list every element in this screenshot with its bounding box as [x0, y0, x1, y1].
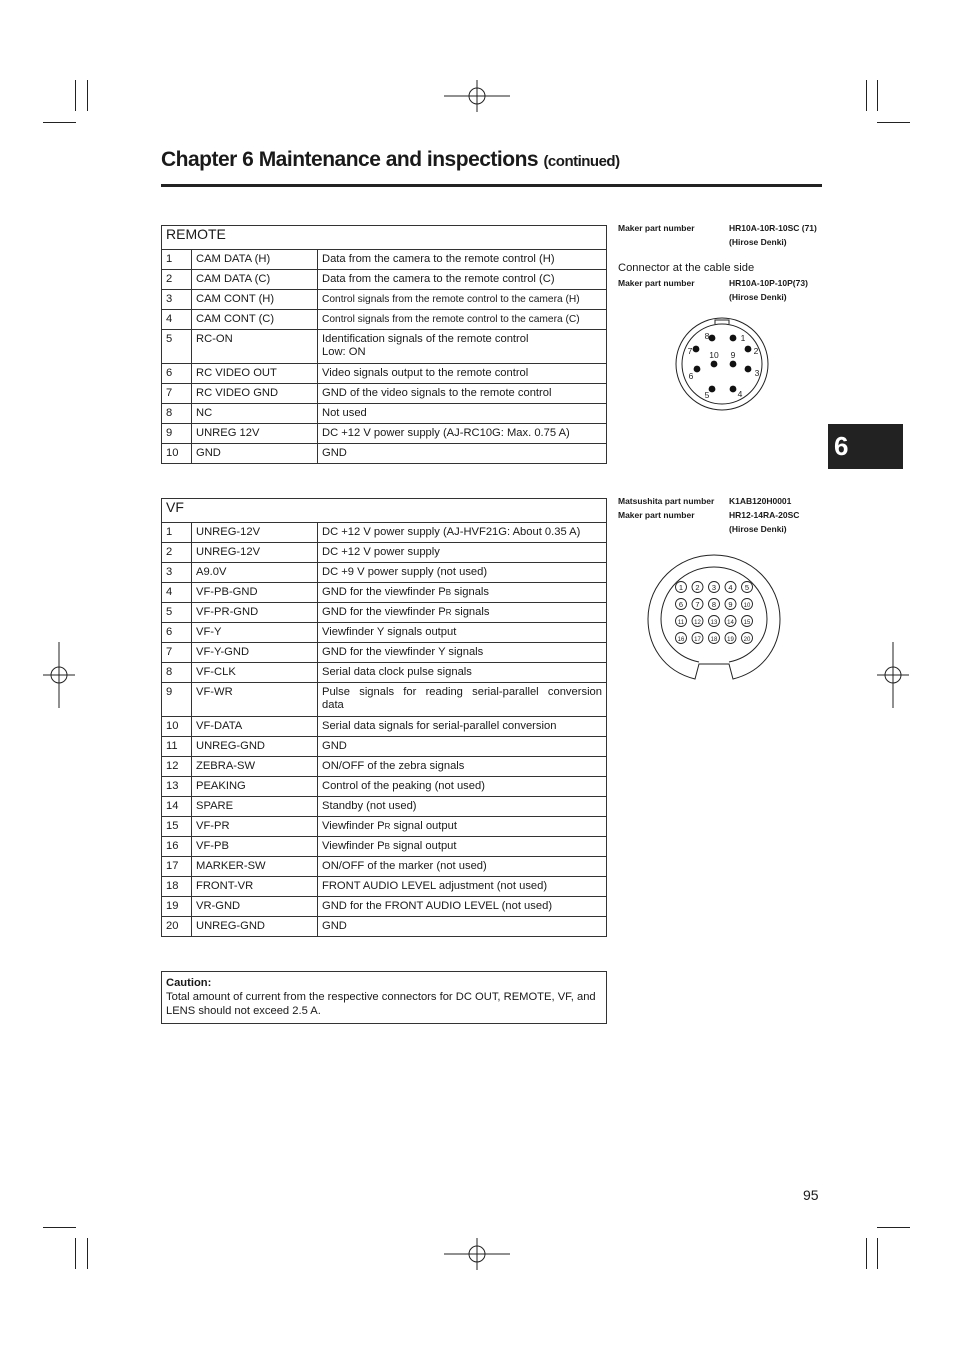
connector-pin: [709, 335, 716, 342]
page-title-continued: (continued): [543, 153, 620, 170]
registration-mark-top: [444, 80, 510, 112]
signal-name: UNREG-GND: [192, 737, 318, 757]
signal-name: CAM CONT (H): [192, 290, 318, 310]
vf-table-title: VF: [162, 499, 607, 523]
signal-name: VR-GND: [192, 897, 318, 917]
signal-name: RC VIDEO OUT: [192, 364, 318, 384]
signal-description: [318, 404, 607, 424]
remote-cable-maker-value2: (Hirose Denki): [729, 292, 787, 302]
remote-maker-value2: (Hirose Denki): [729, 237, 787, 247]
signal-description: [318, 250, 607, 270]
signal-description: [318, 623, 607, 643]
pin-number: 10: [162, 444, 192, 464]
signal-description: [318, 330, 607, 364]
signal-description-line: GND: [322, 740, 347, 752]
connector-pin-label: 6: [678, 599, 684, 609]
signal-description: [318, 543, 607, 563]
signal-name: RC VIDEO GND: [192, 384, 318, 404]
signal-description: [318, 310, 607, 330]
pin-number: 5: [162, 330, 192, 364]
signal-description-line: Serial data clock pulse signals: [322, 666, 472, 678]
pin-number: 1: [162, 250, 192, 270]
page-title-text: Chapter 6 Maintenance and inspections: [161, 148, 539, 171]
signal-description-line: DC +12 V power supply (AJ-HVF21G: About 0.35 A): [322, 526, 581, 538]
pin-number: 16: [162, 837, 192, 857]
signal-name: VF-CLK: [192, 663, 318, 683]
connector-pin-label: 10: [743, 602, 751, 609]
pin-number: 1: [162, 523, 192, 543]
connector-pin-label: 12: [694, 619, 701, 626]
remote-connector-diagram: [672, 317, 772, 417]
signal-name: UNREG-GND: [192, 917, 318, 937]
signal-name: FRONT-VR: [192, 877, 318, 897]
table-row: [162, 603, 607, 623]
table-row: [162, 444, 607, 464]
signal-name: VF-DATA: [192, 717, 318, 737]
connector-pin-label: 6: [688, 371, 694, 381]
connector-pin-label: 1: [678, 582, 684, 592]
table-row: [162, 737, 607, 757]
table-row: [162, 663, 607, 683]
pin-number: 6: [162, 623, 192, 643]
connector-pin: [730, 386, 737, 393]
table-row: [162, 857, 607, 877]
connector-pin: [694, 366, 701, 373]
signal-name: UNREG-12V: [192, 523, 318, 543]
signal-description-line: Viewfinder Y signals output: [322, 626, 457, 638]
signal-name: UNREG 12V: [192, 424, 318, 444]
table-row: [162, 563, 607, 583]
remote-cable-maker-label: Maker part number: [618, 278, 695, 288]
signal-description: [318, 424, 607, 444]
pin-number: 12: [162, 757, 192, 777]
signal-name: VF-PB-GND: [192, 583, 318, 603]
connector-pin-label: 5: [744, 582, 750, 592]
signal-description: [318, 737, 607, 757]
signal-description: [318, 797, 607, 817]
signal-description: [318, 563, 607, 583]
connector-pin-label: 5: [704, 390, 710, 400]
signal-name: GND: [192, 444, 318, 464]
remote-maker-label: Maker part number: [618, 223, 695, 233]
pin-number: 8: [162, 404, 192, 424]
signal-name: VF-WR: [192, 683, 318, 717]
pin-number: 7: [162, 384, 192, 404]
connector-pin-label: 15: [743, 619, 751, 626]
remote-table-title: REMOTE: [162, 226, 607, 250]
table-row: [162, 384, 607, 404]
page-number: 95: [803, 1187, 819, 1203]
signal-description: [318, 837, 607, 857]
connector-pin: [745, 366, 752, 373]
registration-mark-right: [877, 642, 909, 708]
table-row: [162, 364, 607, 384]
signal-description-line: GND for the viewfinder PR signals: [322, 606, 490, 618]
connector-pin: [711, 361, 718, 368]
signal-description: [318, 817, 607, 837]
pin-number: 8: [162, 663, 192, 683]
connector-pin-label: 11: [677, 619, 685, 626]
table-row: [162, 523, 607, 543]
table-row: [162, 404, 607, 424]
table-row: [162, 757, 607, 777]
pin-number: 9: [162, 683, 192, 717]
signal-description-line: ON/OFF of the zebra signals: [322, 760, 465, 772]
table-row: [162, 797, 607, 817]
remote-cable-maker-value: HR10A-10P-10P(73): [729, 278, 808, 288]
signal-description: [318, 364, 607, 384]
signal-name: SPARE: [192, 797, 318, 817]
pin-number: 3: [162, 563, 192, 583]
vf-pin-table: [161, 498, 607, 937]
pin-number: 18: [162, 877, 192, 897]
signal-name: PEAKING: [192, 777, 318, 797]
signal-name: NC: [192, 404, 318, 424]
page-title: [161, 148, 620, 172]
pin-number: 19: [162, 897, 192, 917]
pin-number: 5: [162, 603, 192, 623]
signal-description-line: ON/OFF of the marker (not used): [322, 860, 487, 872]
signal-description: [318, 897, 607, 917]
connector-pin-label: 9: [728, 599, 733, 609]
connector-pin-label: 13: [710, 619, 718, 626]
pin-number: 4: [162, 583, 192, 603]
remote-pin-table: [161, 225, 607, 464]
signal-description-line: Viewfinder PR signal output: [322, 820, 457, 832]
pin-number: 2: [162, 543, 192, 563]
signal-description: [318, 917, 607, 937]
signal-name: VF-Y-GND: [192, 643, 318, 663]
signal-description-line: GND: [322, 920, 347, 932]
signal-description-line: Identification signals of the remote control: [322, 333, 529, 345]
connector-pin-label: 19: [727, 636, 734, 643]
connector-pin-label: 8: [704, 331, 710, 341]
title-rule: [161, 184, 822, 187]
connector-pin-label: 9: [730, 350, 736, 360]
pin-number: 2: [162, 270, 192, 290]
signal-description: [318, 290, 607, 310]
table-row: [162, 543, 607, 563]
table-row: [162, 583, 607, 603]
remote-maker-value: HR10A-10R-10SC (71): [729, 223, 817, 233]
connector-pin-label: 14: [727, 619, 734, 626]
caution-text: Total amount of current from the respective connectors for DC OUT, REMOTE, VF, and LENS should not exceed 2.5 A.: [166, 991, 596, 1017]
signal-description-line: Control signals from the remote control to the camera (H): [322, 294, 580, 305]
signal-description-line: GND for the FRONT AUDIO LEVEL (not used): [322, 900, 553, 912]
connector-pin-label: 4: [737, 389, 743, 399]
signal-description: [318, 717, 607, 737]
table-row: [162, 310, 607, 330]
caution-box: [161, 971, 607, 1024]
registration-mark-left: [43, 642, 75, 708]
connector-pin-label: 8: [711, 599, 717, 609]
pin-number: 9: [162, 424, 192, 444]
signal-description-line: Video signals output to the remote control: [322, 367, 529, 379]
signal-name: RC-ON: [192, 330, 318, 364]
signal-description-line: Control signals from the remote control to the camera (C): [322, 314, 580, 325]
pin-number: 15: [162, 817, 192, 837]
signal-name: VF-PR: [192, 817, 318, 837]
table-row: [162, 683, 607, 717]
signal-name: CAM DATA (H): [192, 250, 318, 270]
connector-pin-label: 1: [740, 333, 746, 343]
registration-mark-bottom: [444, 1238, 510, 1270]
signal-name: ZEBRA-SW: [192, 757, 318, 777]
signal-description-line: Pulse signals for reading serial-parallel conversion: [322, 686, 602, 698]
vf-connector-diagram: [645, 552, 783, 686]
table-row: [162, 250, 607, 270]
signal-description-line: GND: [322, 447, 347, 459]
signal-description: [318, 270, 607, 290]
signal-description-line: Data from the camera to the remote control (C): [322, 273, 555, 285]
pin-number: 6: [162, 364, 192, 384]
connector-pin-label: 3: [711, 582, 717, 592]
remote-cable-side: Connector at the cable side: [618, 262, 755, 274]
connector-pin-label: 10: [709, 350, 719, 360]
table-row: [162, 270, 607, 290]
signal-description: [318, 757, 607, 777]
signal-description-line: DC +12 V power supply: [322, 546, 440, 558]
signal-description-line: Viewfinder PB signal output: [322, 840, 457, 852]
pin-number: 14: [162, 797, 192, 817]
signal-description-line: GND for the viewfinder PB signals: [322, 586, 490, 598]
table-row: [162, 330, 607, 364]
vf-matsushita-value: K1AB120H0001: [729, 496, 792, 506]
table-row: [162, 917, 607, 937]
signal-name: CAM DATA (C): [192, 270, 318, 290]
pin-number: 20: [162, 917, 192, 937]
connector-pin-label: 18: [710, 636, 718, 643]
signal-description: [318, 603, 607, 623]
chapter-tab: 6: [828, 424, 903, 469]
table-row: [162, 717, 607, 737]
connector-pin-label: 3: [754, 368, 760, 378]
pin-number: 11: [162, 737, 192, 757]
vf-maker-value: HR12-14RA-20SC: [729, 510, 800, 520]
connector-pin-label: 16: [677, 636, 685, 643]
pin-number: 13: [162, 777, 192, 797]
signal-description-line: Control of the peaking (not used): [322, 780, 485, 792]
pin-number: 10: [162, 717, 192, 737]
table-row: [162, 424, 607, 444]
signal-description-line: DC +9 V power supply (not used): [322, 566, 488, 578]
connector-pin-label: 4: [728, 582, 733, 592]
connector-pin-label: 17: [694, 636, 701, 643]
table-row: [162, 643, 607, 663]
connector-pin: [693, 346, 700, 353]
signal-description: [318, 857, 607, 877]
connector-pin-label: 20: [743, 636, 751, 643]
table-row: [162, 877, 607, 897]
signal-description: [318, 683, 607, 717]
table-row: [162, 837, 607, 857]
connector-pin-label: 7: [695, 599, 700, 609]
signal-description: [318, 444, 607, 464]
signal-description-line: DC +12 V power supply (AJ-RC10G: Max. 0.75 A): [322, 427, 570, 439]
table-row: [162, 623, 607, 643]
signal-description: [318, 523, 607, 543]
signal-name: VF-PR-GND: [192, 603, 318, 623]
table-row: [162, 897, 607, 917]
signal-name: VF-PB: [192, 837, 318, 857]
vf-matsushita-label: Matsushita part number: [618, 496, 715, 506]
signal-name: VF-Y: [192, 623, 318, 643]
table-row: [162, 290, 607, 310]
connector-pin-label: 2: [695, 582, 700, 592]
signal-description: [318, 777, 607, 797]
signal-description-line: FRONT AUDIO LEVEL adjustment (not used): [322, 880, 548, 892]
table-row: [162, 777, 607, 797]
vf-maker-label: Maker part number: [618, 510, 695, 520]
pin-number: 17: [162, 857, 192, 877]
signal-description: [318, 877, 607, 897]
pin-number: 7: [162, 643, 192, 663]
signal-description: [318, 384, 607, 404]
signal-name: UNREG-12V: [192, 543, 318, 563]
signal-description-line: Data from the camera to the remote control (H): [322, 253, 555, 265]
pin-number: 3: [162, 290, 192, 310]
signal-description-line-2: Low: ON: [322, 346, 366, 358]
connector-pin: [745, 346, 752, 353]
connector-pin: [730, 335, 737, 342]
vf-maker-value2: (Hirose Denki): [729, 524, 787, 534]
pin-number: 4: [162, 310, 192, 330]
signal-name: A9.0V: [192, 563, 318, 583]
signal-description: [318, 643, 607, 663]
signal-description-line: GND of the video signals to the remote control: [322, 387, 552, 399]
connector-pin-label: 2: [753, 346, 759, 356]
table-row: [162, 817, 607, 837]
connector-pin: [730, 361, 737, 368]
signal-description: [318, 583, 607, 603]
signal-description-line: GND for the viewfinder Y signals: [322, 646, 484, 658]
signal-description: [318, 663, 607, 683]
signal-description-line: Not used: [322, 407, 367, 419]
connector-pin-label: 7: [687, 346, 693, 356]
signal-description-line-2: data: [322, 699, 344, 711]
connector-pin: [709, 386, 716, 393]
signal-name: CAM CONT (C): [192, 310, 318, 330]
signal-description-line: Standby (not used): [322, 800, 417, 812]
caution-label: Caution:: [166, 977, 212, 989]
signal-name: MARKER-SW: [192, 857, 318, 877]
signal-description-line: Serial data signals for serial-parallel conversion: [322, 720, 557, 732]
